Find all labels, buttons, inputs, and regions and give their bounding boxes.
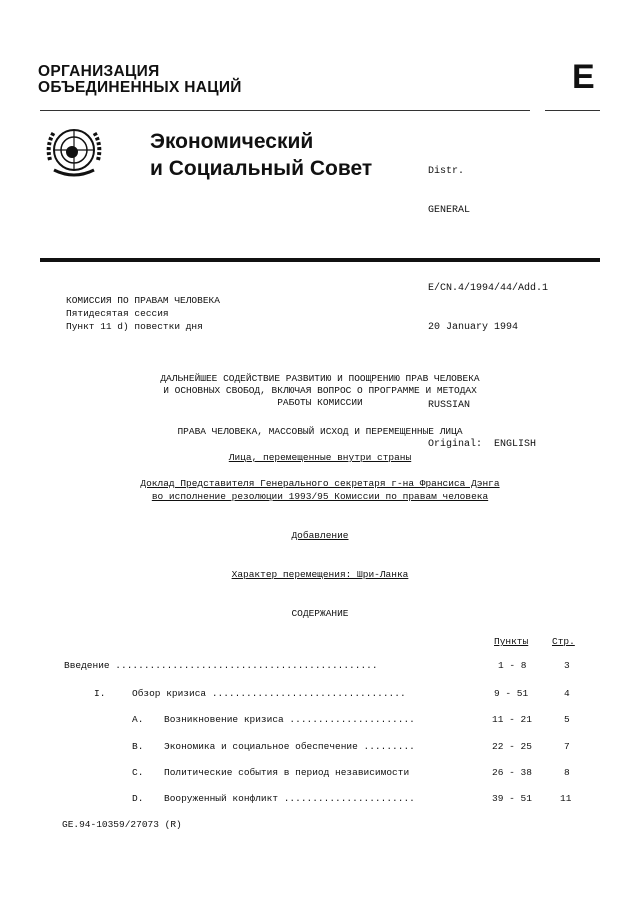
toc-page: 4 — [564, 688, 570, 699]
toc-page: 11 — [560, 793, 572, 804]
toc-number: I. — [94, 688, 106, 699]
idp-heading: Лица, перемещенные внутри страны — [228, 452, 412, 463]
toc-col-page: Стр. — [552, 636, 575, 647]
addendum-heading: Добавление — [291, 530, 349, 541]
language-letter: E — [572, 58, 595, 96]
toc-col-paragraphs: Пункты — [494, 636, 529, 647]
document-language: RUSSIAN — [428, 400, 471, 411]
divider — [545, 110, 600, 111]
contents-heading: СОДЕРЖАНИЕ — [291, 608, 349, 619]
agenda-item: Пункт 11 d) повестки дня — [66, 321, 203, 332]
toc-label: Возникновение кризиса ...................... — [164, 714, 415, 725]
report-line-2: во исполнение резолюции 1993/95 Комиссии по правам человека — [151, 491, 489, 502]
main-title-line-1: ДАЛЬНЕЙШЕЕ СОДЕЙСТВИЕ РАЗВИТИЮ И ПООЩРЕНИЮ ПРАВ ЧЕЛОВЕКА — [160, 373, 480, 384]
org-line-1: ОРГАНИЗАЦИЯ — [38, 63, 160, 80]
toc-label: Введение .............................................. — [64, 660, 378, 671]
toc-row[interactable] — [64, 714, 584, 728]
toc-page: 7 — [564, 741, 570, 752]
toc-page: 8 — [564, 767, 570, 778]
toc-number: D. — [132, 793, 144, 804]
job-number: GE.94-10359/27073 (R) — [62, 819, 182, 830]
session: Пятидесятая сессия — [66, 308, 169, 319]
main-title-line-3: РАБОТЫ КОМИССИИ — [277, 397, 363, 408]
un-emblem-icon — [44, 120, 104, 180]
toc-paragraphs: 11 - 21 — [492, 714, 532, 725]
distribution: GENERAL — [428, 205, 471, 216]
toc-paragraphs: 1 - 8 — [498, 660, 527, 671]
toc-paragraphs: 9 - 51 — [494, 688, 529, 699]
distr-label: Distr. — [428, 166, 465, 177]
subtitle: ПРАВА ЧЕЛОВЕКА, МАССОВЫЙ ИСХОД И ПЕРЕМЕЩЕННЫЕ ЛИЦА — [177, 426, 463, 437]
toc-row[interactable] — [64, 793, 584, 807]
toc-row[interactable] — [64, 688, 584, 702]
council-title — [150, 128, 372, 182]
org-line-2: ОБЪЕДИНЕННЫХ НАЦИЙ — [38, 79, 242, 96]
report-line-1: Доклад Представителя Генерального секретаря г-на Франсиса Дэнга — [140, 478, 500, 489]
toc-number: C. — [132, 767, 144, 778]
toc-label: Политические события в период независимости — [164, 767, 410, 778]
toc-paragraphs: 26 - 38 — [492, 767, 532, 778]
toc-number: A. — [132, 714, 144, 725]
toc-paragraphs: 22 - 25 — [492, 741, 532, 752]
toc-page: 5 — [564, 714, 570, 725]
main-title-line-2: И ОСНОВНЫХ СВОБОД, ВКЛЮЧАЯ ВОПРОС О ПРОГРАММЕ И МЕТОДАХ — [163, 385, 477, 396]
document-symbol: E/CN.4/1994/44/Add.1 — [428, 283, 549, 294]
divider-thick — [40, 258, 600, 262]
profile-heading: Характер перемещения: Шри-Ланка — [231, 569, 409, 580]
divider — [40, 110, 530, 111]
council-line-2: и Социальный Совет — [150, 157, 373, 180]
main-title — [40, 373, 600, 409]
organization-name — [38, 64, 242, 96]
council-line-1: Экономический — [150, 130, 314, 153]
document-date: 20 January 1994 — [428, 322, 519, 333]
toc-label: Вооруженный конфликт ....................... — [164, 793, 415, 804]
toc-label: Обзор кризиса .................................. — [132, 688, 406, 699]
toc-paragraphs: 39 - 51 — [492, 793, 532, 804]
toc-number: B. — [132, 741, 144, 752]
toc-page: 3 — [564, 660, 570, 671]
commission-name: КОМИССИЯ ПО ПРАВАМ ЧЕЛОВЕКА — [66, 295, 220, 306]
toc-row[interactable] — [64, 660, 584, 674]
toc-row[interactable] — [64, 741, 584, 755]
commission-block — [66, 294, 220, 333]
original-language: Original: ENGLISH — [428, 439, 537, 450]
toc-label: Экономика и социальное обеспечение ......... — [164, 741, 415, 752]
toc-row[interactable] — [64, 767, 584, 781]
